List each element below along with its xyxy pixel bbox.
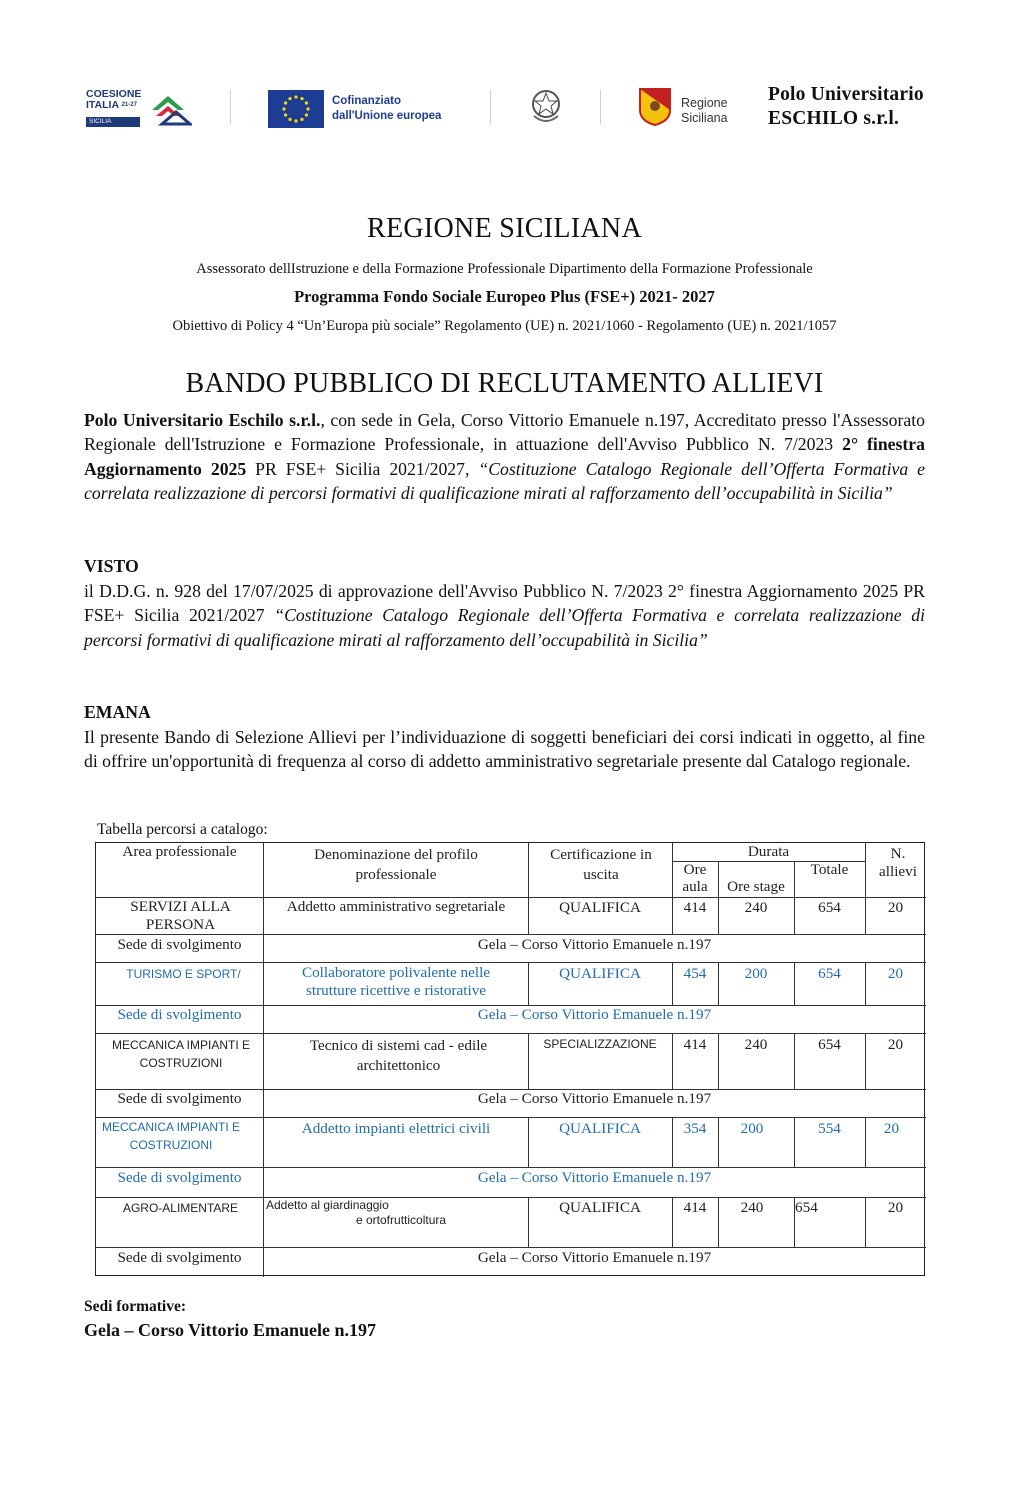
row4-stage: 200	[740, 1120, 764, 1137]
logo-divider	[490, 90, 491, 124]
row5-profilo	[266, 1198, 466, 1228]
row1-aula: 414	[683, 899, 707, 916]
header-ore-aula: Ore aula	[682, 861, 708, 895]
intro-bold2: 2° finestra Aggiornamento 2025	[84, 434, 925, 479]
logo-divider	[230, 90, 231, 124]
visto-heading: VISTO	[84, 556, 139, 576]
row1-sede: Gela – Corso Vittorio Emanuele n.197	[477, 936, 712, 953]
visto-paragraph	[84, 579, 925, 652]
row4-cert: QUALIFICA	[559, 1120, 641, 1137]
row1-cert: QUALIFICA	[559, 899, 641, 916]
header-logos	[84, 80, 964, 140]
row2-stage: 200	[744, 965, 768, 982]
visto-text: il D.D.G. n. 928 del 17/07/2025 di approvazione dell'Avviso Pubblico N. 7/2023 2° finestra Aggiornamento 2025 PR FSE+ Sicilia 2021/2027	[84, 581, 925, 626]
sicilia-line1: Regione	[681, 96, 728, 110]
eu-cofinanced-logo	[268, 86, 468, 126]
row3-totale: 654	[818, 1036, 841, 1053]
header-certificazione: Certificazione in uscita	[550, 846, 652, 883]
row2-profilo: Collaboratore polivalente nelle strutture ricettive e ristorative	[301, 964, 491, 999]
row2-allievi: 20	[887, 965, 904, 982]
row3-sede: Gela – Corso Vittorio Emanuele n.197	[477, 1090, 712, 1107]
coesione-line1: COESIONE	[86, 88, 142, 100]
programma-title: Programma Fondo Sociale Europeo Plus (FSE+) 2021- 2027	[294, 287, 715, 306]
row3-allievi: 20	[887, 1036, 904, 1053]
italian-emblem-icon	[528, 86, 564, 126]
eu-flag-icon	[268, 90, 324, 128]
row2-cert: QUALIFICA	[559, 965, 641, 982]
row4-aula: 354	[683, 1120, 707, 1137]
table-caption: Tabella percorsi a catalogo:	[97, 821, 268, 838]
row5-sede-label: Sede di svolgimento	[117, 1249, 242, 1266]
row4-sede-label: Sede di svolgimento	[117, 1169, 242, 1186]
row5-aula: 414	[683, 1199, 707, 1216]
row2-sede: Gela – Corso Vittorio Emanuele n.197	[477, 1006, 712, 1023]
header-allievi: N. allievi	[879, 845, 917, 880]
logo-divider	[600, 90, 601, 124]
row1-stage: 240	[744, 899, 768, 916]
row3-stage: 240	[744, 1036, 768, 1053]
region-title: REGIONE SICILIANA	[367, 213, 642, 244]
eu-line2: dall'Unione europea	[332, 110, 442, 122]
row5-profilo-l1: Addetto al giardinaggio	[266, 1198, 389, 1212]
row5-stage: 240	[740, 1199, 764, 1216]
org-line1: Polo Universitario	[768, 84, 924, 105]
intro-italic: “Costituzione Catalogo Regionale dell’Offerta Formativa e correlata realizzazione di percorsi formativi di qualificazione mirati al rafforzamento dell’occupabilità in Sicilia”	[84, 458, 925, 504]
intro-text2: PR FSE+ Sicilia 2021/2027,	[246, 458, 479, 479]
obiettivo-subtitle: Obiettivo di Policy 4 “Un’Europa più sociale” Regolamento (UE) n. 2021/1060 - Regolamento (UE) n. 2021/1057	[172, 318, 837, 334]
header-area: Area professionale	[122, 843, 237, 860]
row4-totale: 554	[818, 1120, 841, 1137]
row2-totale: 654	[818, 965, 841, 982]
sedi-formative-label: Sedi formative:	[84, 1298, 187, 1315]
row2-area: TURISMO E SPORT/	[126, 967, 241, 981]
bando-title: BANDO PUBBLICO DI RECLUTAMENTO ALLIEVI	[185, 368, 824, 399]
row4-allievi: 20	[883, 1120, 900, 1137]
row1-totale: 654	[818, 899, 841, 916]
row5-sede: Gela – Corso Vittorio Emanuele n.197	[477, 1249, 712, 1266]
row3-sede-label: Sede di svolgimento	[117, 1090, 242, 1107]
emana-heading: EMANA	[84, 702, 151, 722]
row3-cert: SPECIALIZZAZIONE	[543, 1037, 657, 1051]
coesione-line2: ITALIA	[86, 99, 119, 111]
coesione-region: SICILIA	[86, 117, 140, 127]
row5-allievi: 20	[887, 1199, 904, 1216]
header-durata: Durata	[747, 843, 790, 860]
row4-area	[96, 1118, 276, 1154]
header-profilo: Denominazione del profilo professionale	[314, 846, 478, 883]
sedi-formative-value: Gela – Corso Vittorio Emanuele n.197	[84, 1320, 376, 1340]
header-ore-stage: Ore stage	[727, 878, 785, 895]
row3-area: MECCANICA IMPIANTI E COSTRUZIONI	[111, 1038, 251, 1070]
header-totale: Totale	[810, 861, 849, 878]
row3-profilo: Tecnico di sistemi cad - edile architettonico	[309, 1037, 488, 1074]
row3-aula: 414	[683, 1036, 707, 1053]
organization-name	[768, 83, 924, 131]
row2-aula: 454	[683, 965, 707, 982]
sicilia-line2: Siciliana	[681, 111, 728, 125]
row2-sede-label: Sede di svolgimento	[117, 1006, 242, 1023]
row1-sede-label: Sede di svolgimento	[117, 936, 242, 953]
row4-area-text: MECCANICA IMPIANTI E COSTRUZIONI	[101, 1120, 241, 1152]
row5-area: AGRO-ALIMENTARE	[122, 1201, 239, 1215]
emana-paragraph: Il presente Bando di Selezione Allievi per l’individuazione di soggetti beneficiari dei corsi indicati in oggetto, al fine di offrire un'opportunità di frequenza al corso di addetto amministrativo segretariale presente dal Catalogo regionale.	[84, 727, 925, 772]
coesione-italia-logo	[84, 86, 194, 130]
visto-italic: “Costituzione Catalogo Regionale dell’Offerta Formativa e correlata realizzazione di percorsi formativi di qualificazione mirati al rafforzamento dell’occupabilità in Sicilia”	[84, 605, 925, 650]
row5-profilo-l2: e ortofrutticoltura	[356, 1213, 447, 1227]
row5-cert: QUALIFICA	[559, 1199, 641, 1216]
sicilia-shield-icon	[639, 88, 671, 126]
assessorato-subtitle: Assessorato dellIstruzione e della Formazione Professionale Dipartimento della Formazione Professionale	[196, 261, 813, 277]
coesione-arrow-icon	[148, 90, 192, 126]
courses-table	[95, 842, 925, 1276]
org-line2: ESCHILO s.r.l.	[768, 108, 900, 129]
intro-org: Polo Universitario Eschilo s.r.l.	[84, 410, 321, 430]
row1-allievi: 20	[887, 899, 904, 916]
intro-text1: , con sede in Gela, Corso Vittorio Emanuele n.197, Accreditato presso l'Assessorato Regionale dell'Istruzione e Formazione Professionale, in attuazione dell'Avviso Pubblico N. 7/2023	[84, 410, 925, 455]
row4-profilo: Addetto impianti elettrici civili	[301, 1120, 491, 1137]
intro-paragraph	[84, 408, 925, 506]
row1-profilo: Addetto amministrativo segretariale	[286, 898, 506, 915]
coesione-period: 21-27	[121, 102, 137, 108]
row4-sede: Gela – Corso Vittorio Emanuele n.197	[477, 1169, 712, 1186]
regione-siciliana-logo	[639, 84, 739, 130]
row5-totale: 654	[795, 1199, 818, 1216]
eu-line1: Cofinanziato	[332, 95, 401, 107]
row1-area: SERVIZI ALLA PERSONA	[130, 898, 231, 933]
